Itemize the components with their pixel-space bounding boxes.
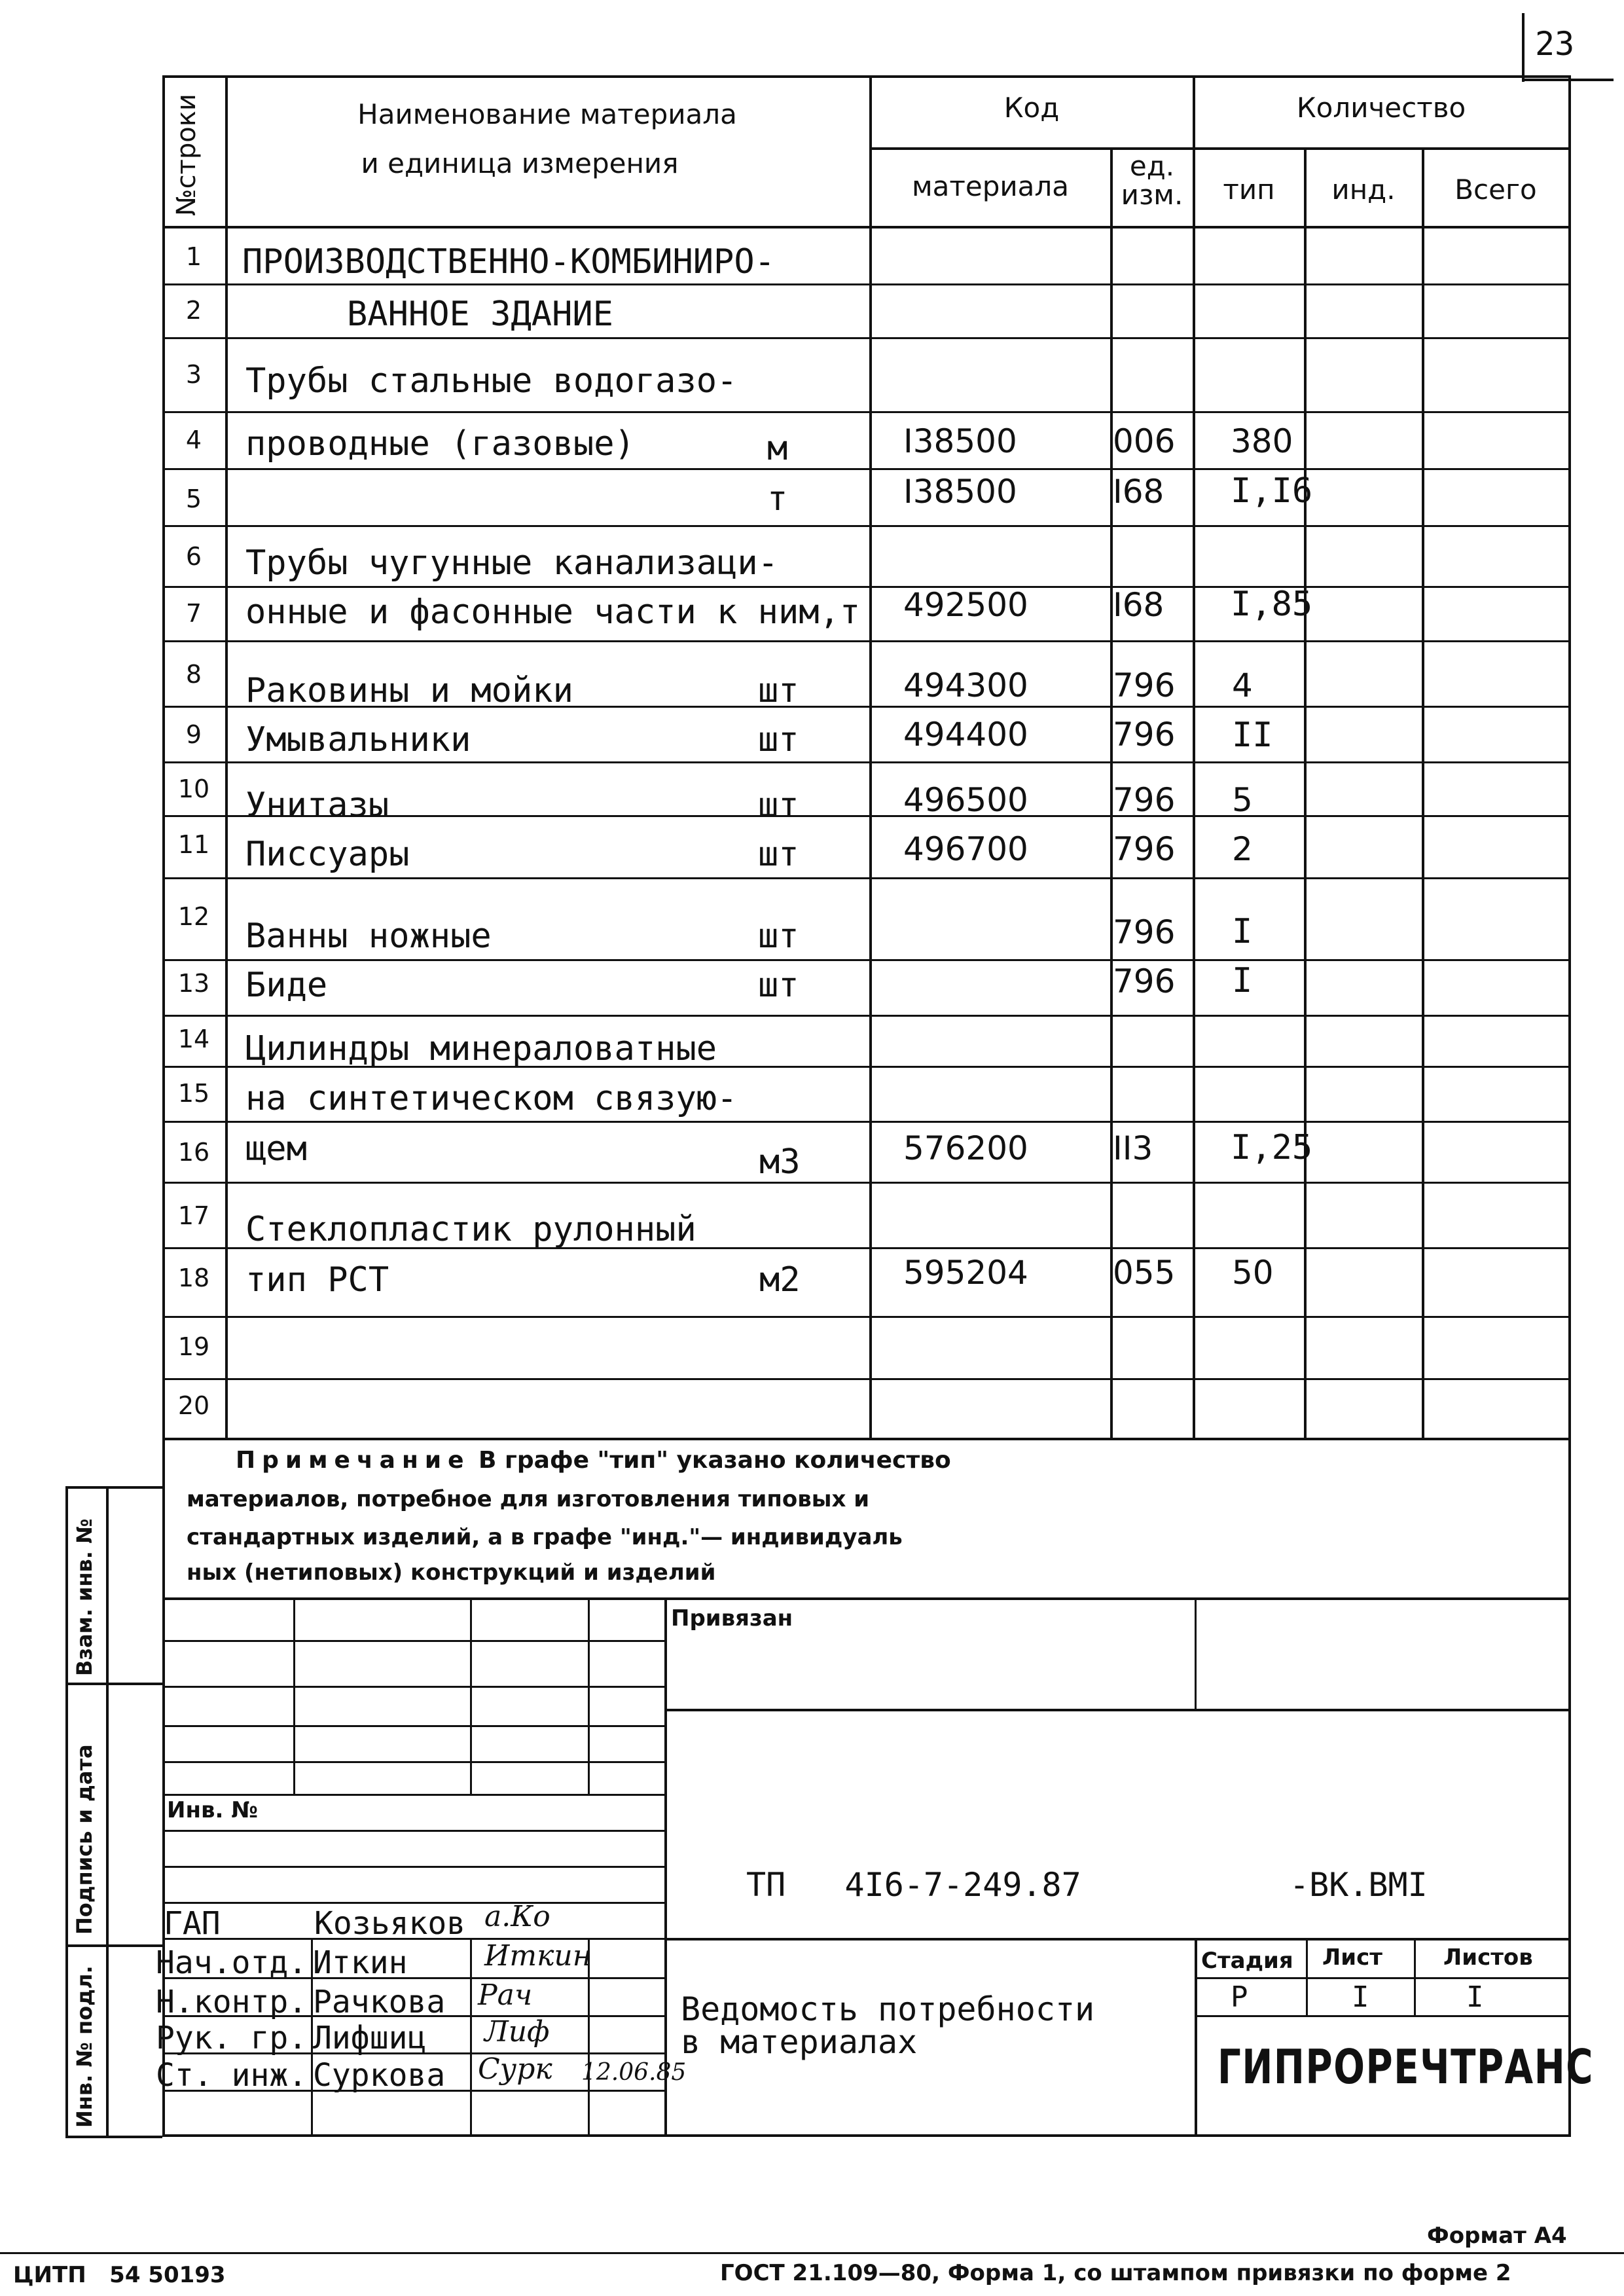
row-number: 19: [177, 1332, 210, 1361]
material-code: 576200: [903, 1129, 1028, 1167]
item-name: Стеклопластик рулонный: [245, 1210, 696, 1249]
header-name-line2: и единица измерения: [361, 147, 679, 179]
signature-date: 12.06.85: [581, 2059, 687, 2086]
item-name: Унитазы: [245, 786, 389, 825]
page-number: 23: [1535, 25, 1575, 63]
material-code: 494300: [903, 666, 1028, 704]
stage-label: Стадия: [1201, 1948, 1293, 1974]
organization-logo: ГИПРОРЕЧТРАНС: [1218, 2039, 1595, 2094]
header-quantity: Количество: [1296, 92, 1466, 124]
qty-type: 380: [1231, 422, 1293, 460]
item-unit: шт: [758, 835, 799, 874]
unit-code: 796: [1113, 830, 1176, 868]
unit-code: 796: [1113, 666, 1176, 704]
row-number: 11: [177, 830, 210, 859]
document-code-suffix: -ВК.ВМI: [1290, 1866, 1428, 1904]
side-vzam: Взам. инв. №: [72, 1518, 97, 1676]
item-unit: шт: [758, 786, 799, 825]
item-name: Умывальники: [245, 720, 471, 759]
item-name: Трубы чугунные канализаци-: [245, 543, 778, 583]
side-podpis: Подпись и дата: [72, 1744, 97, 1935]
item-unit: т: [767, 479, 788, 519]
inv-no-label: Инв. №: [167, 1797, 259, 1823]
qty-type: I,85: [1231, 585, 1313, 624]
header-qty-type: тип: [1223, 173, 1275, 206]
note-title: Примечание: [236, 1447, 471, 1474]
sheets-value: I: [1466, 1980, 1484, 2014]
material-code: 494400: [903, 716, 1028, 754]
item-name: ПРОИЗВОДСТВЕННО-КОМБИНИРО-: [242, 242, 775, 282]
page-number-border: [1522, 13, 1525, 82]
row-number: 13: [177, 969, 210, 998]
qty-type: II: [1232, 716, 1273, 755]
row-number: 17: [177, 1201, 210, 1230]
material-code: I38500: [903, 422, 1017, 460]
row-number: 7: [185, 599, 202, 628]
person-role: ГАП: [164, 1905, 221, 1942]
qty-type: I: [1232, 961, 1253, 1000]
unit-code: 796: [1113, 962, 1176, 1000]
item-name: Трубы стальные водогазо-: [245, 361, 738, 401]
row-number: 16: [177, 1138, 210, 1167]
row-number: 1: [185, 242, 202, 271]
row-number: 8: [185, 660, 202, 689]
row-number: 5: [185, 484, 202, 513]
side-inv-podl: Инв. № подл.: [72, 1965, 97, 2128]
row-number: 18: [177, 1264, 210, 1292]
note-block: [236, 1447, 951, 1474]
item-unit: м: [767, 429, 788, 468]
footer-rule: [0, 2252, 1624, 2254]
note-line3: стандартных изделий, а в графе "инд."— индивидуаль: [187, 1524, 903, 1550]
material-code: I38500: [903, 473, 1017, 511]
document-code: ТП 4I6-7-249.87: [746, 1866, 1081, 1904]
item-name: щем: [245, 1129, 307, 1169]
header-code-unit: ед. изм.: [1121, 150, 1183, 211]
footer-gost: ГОСТ 21.109—80, Форма 1, со штампом привязки по форме 2: [720, 2260, 1511, 2286]
person-name: Лифшиц: [313, 2020, 427, 2056]
unit-code: 006: [1113, 422, 1176, 460]
signature: Рач: [478, 1978, 533, 2012]
document-title-line1: Ведомость потребности: [681, 1990, 1095, 2028]
qty-type: 5: [1232, 781, 1253, 819]
item-name: Ванны ножные: [245, 917, 492, 956]
note-line4: ных (нетиповых) конструкций и изделий: [187, 1559, 716, 1586]
row-number: 2: [185, 296, 202, 325]
privyazan-label: Привязан: [671, 1605, 793, 1631]
header-qty-total: Всего: [1454, 173, 1537, 206]
item-unit: шт: [758, 720, 799, 759]
unit-code: 796: [1113, 716, 1176, 754]
row-number: 20: [177, 1391, 210, 1420]
signature: Лиф: [484, 2015, 550, 2049]
person-name: Суркова: [313, 2057, 446, 2094]
row-number: 9: [185, 720, 202, 749]
stage-value: Р: [1231, 1980, 1248, 2014]
unit-code: I68: [1113, 586, 1164, 624]
item-unit: м3: [759, 1142, 801, 1182]
row-number: 12: [177, 902, 210, 931]
unit-code: II3: [1113, 1129, 1153, 1167]
row-number: 14: [177, 1025, 210, 1053]
item-name: на синтетическом связую-: [245, 1079, 738, 1118]
qty-type: 50: [1232, 1254, 1274, 1292]
item-name: Биде: [245, 966, 328, 1005]
format-label: Формат А4: [1427, 2223, 1567, 2249]
item-unit: м2: [759, 1260, 801, 1300]
note-line2: материалов, потребное для изготовления типовых и: [187, 1486, 870, 1512]
material-code: 492500: [903, 586, 1028, 624]
row-number: 4: [185, 426, 202, 454]
qty-type: I,25: [1231, 1128, 1313, 1167]
material-code: 595204: [903, 1254, 1028, 1292]
row-number: 6: [185, 542, 202, 571]
header-qty-ind: инд.: [1331, 173, 1396, 206]
signature: Иткин: [484, 1939, 592, 1973]
row-number: 10: [177, 774, 210, 803]
material-code: 496500: [903, 781, 1028, 819]
person-role: Нач.отд.: [156, 1944, 308, 1981]
item-name: проводные (газовые): [245, 424, 635, 464]
sheets-label: Листов: [1443, 1944, 1533, 1971]
sheet-label: Лист: [1322, 1944, 1382, 1971]
header-name-line1: Наименование материала: [357, 98, 737, 130]
header-code: Код: [1003, 92, 1060, 124]
item-name: тип РСТ: [245, 1260, 389, 1300]
item-name: Цилиндры минераловатные: [245, 1029, 717, 1068]
header-row-number: №строки: [171, 94, 202, 216]
page-number-border: [1522, 79, 1614, 81]
sheet-value: I: [1352, 1980, 1369, 2014]
qty-type: 4: [1232, 666, 1253, 704]
document-title-line2: в материалах: [681, 2023, 918, 2061]
footer-left-code: ЦИТП 54 50193: [13, 2262, 226, 2288]
person-name: Иткин: [313, 1944, 408, 1981]
item-name: онные и фасонные части к ним,т: [245, 592, 861, 632]
item-unit: шт: [758, 966, 799, 1005]
unit-code: 796: [1113, 913, 1176, 951]
signature: а.Ко: [484, 1900, 550, 1933]
item-name: Раковины и мойки: [245, 671, 573, 710]
item-unit: шт: [758, 917, 799, 956]
item-name: ВАННОЕ ЗДАНИЕ: [347, 295, 613, 334]
person-name: Рачкова: [313, 1984, 446, 2020]
qty-type: I,I6: [1231, 471, 1313, 511]
row-number: 3: [185, 360, 202, 389]
person-name: Козьяков: [314, 1905, 466, 1942]
material-code: 496700: [903, 830, 1028, 868]
person-role: Н.контр.: [156, 1984, 308, 2020]
row-number: 15: [177, 1079, 210, 1108]
item-name: Писсуары: [245, 835, 410, 874]
unit-code: 796: [1113, 781, 1176, 819]
unit-code: 055: [1113, 1254, 1176, 1292]
person-role: Рук. гр.: [156, 2020, 308, 2056]
qty-type: 2: [1232, 830, 1253, 868]
person-role: Ст. инж.: [156, 2057, 308, 2094]
note-line1: В графе "тип" указано количество: [478, 1447, 951, 1474]
header-code-material: материала: [911, 170, 1069, 202]
unit-code: I68: [1113, 473, 1164, 511]
qty-type: I: [1232, 912, 1253, 951]
signature: Сурк: [478, 2052, 552, 2086]
item-unit: шт: [758, 671, 799, 710]
